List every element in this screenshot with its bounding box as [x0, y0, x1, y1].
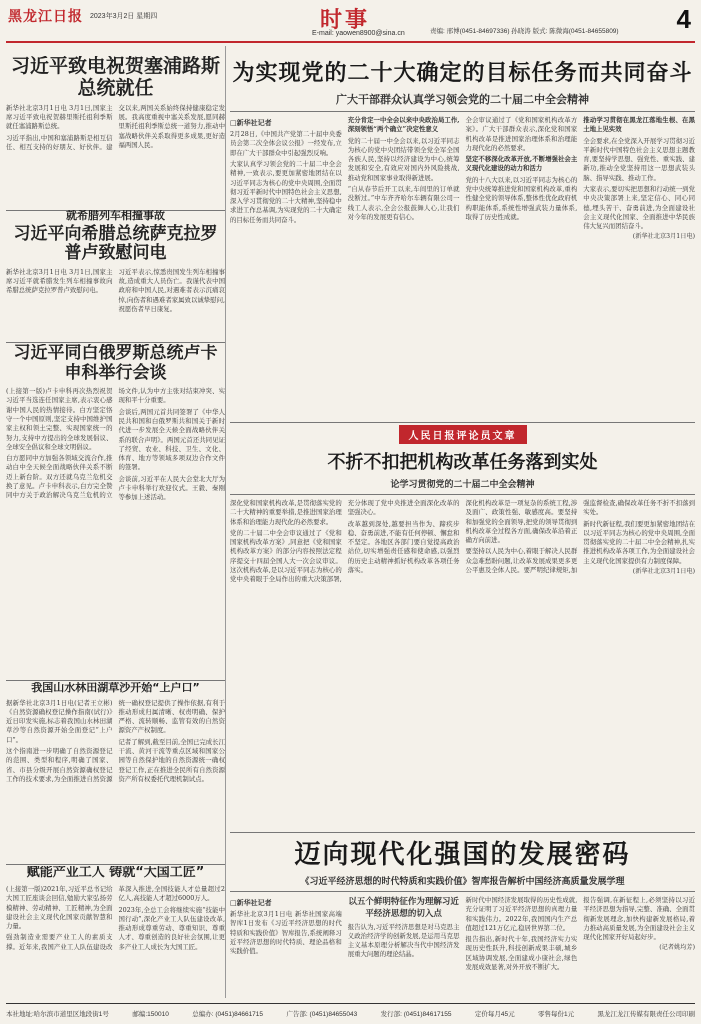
paragraph: 全会要求,在全党深入开展学习贯彻习近平新时代中国特色社会主义思想主题教育,要坚持学思想、强党性、重实践、建新功,推动全党坚持用这一思想武装头脑、指导实践、推动工作。 [583, 136, 695, 182]
paragraph: 据新华社北京3月1日电(记者王立彬)《自然资源确权登记操作指南(试行)》近日印发实施,标志着我国山水林田湖草沙等自然资源开始全面登记“上户口”。 [6, 698, 113, 744]
section-heading: 充分肯定一中全会以来中央政治局工作,深刻领悟“两个确立”决定性意义 [347, 116, 460, 134]
commentary-banner: 人民日报评论员文章 [399, 425, 527, 444]
divider [6, 680, 225, 681]
story-body [6, 268, 225, 314]
footer-address: 本社地址:哈尔滨市道里区地段街1号 [6, 1011, 109, 1018]
bottom-subtitle: 《习近平经济思想的时代特质和实践价值》智库报告解析中国经济高质量发展学理 [300, 877, 625, 887]
story-title: 我国山水林田湖草沙开始“上户口” [31, 682, 200, 694]
commentary-story [230, 424, 695, 824]
story-title: 习近平致电祝贺塞浦路斯总统就任 [10, 56, 220, 99]
footer-postcode: 邮编:150010 [132, 1011, 169, 1018]
divider [6, 864, 225, 865]
paragraph: “自从春节后开工以来,车间里的订单就没断过。”中车齐齐哈尔车辆有限公司一线工人表示,全会公报鼓舞人心,让我们对今年的发展更有信心。 [347, 184, 460, 221]
story-body [6, 104, 225, 152]
lead-title: 为实现党的二十大确定的目标任务而共同奋斗 [232, 61, 693, 86]
paragraph: 新华社北京3月1日电 3月1日,国家主席习近平就希腊发生列车相撞事故向希腊总统萨克拉罗普卢致慰问电。 [6, 267, 113, 295]
story-resources [6, 682, 225, 858]
divider [6, 342, 225, 343]
divider [230, 832, 695, 833]
footer-news-dept: 总编办: (0451)84661715 [192, 1011, 264, 1018]
story-title: 习近平向希腊总统萨克拉罗普卢致慰问电 [13, 223, 218, 264]
divider [230, 494, 695, 495]
footer-dist-dept: 发行部: (0451)84617155 [380, 1011, 452, 1018]
paragraph: 党的十八大以来,以习近平同志为核心的党中央统筹推进党和国家机构改革,重构性健全党的领导体系,整体性优化政府机构职能体系,系统性增强武装力量体系,取得了历史性成就。 [465, 175, 578, 221]
paragraph: 报告强调,在新征程上,必须坚持以习近平经济思想为指导,完整、准确、全面贯彻新发展理念,加快构建新发展格局,着力推动高质量发展,为全面建设社会主义现代化国家开好局起好步。 [583, 896, 695, 942]
paragraph: 要坚持以人民为中心,着眼于解决人民群众急难愁盼问题,让改革发展成果更多更公平惠及全体人民。要严明纪律规矩,加强监督检查,确保改革任务不折不扣落到实处。 [465, 499, 695, 574]
commentary-title: 不折不扣把机构改革任务落到实处 [327, 452, 598, 473]
footer-printer: 黑龙江龙江传媒有限责任公司印刷 [597, 1011, 695, 1018]
paragraph: 全会审议通过了《党和国家机构改革方案》。广大干部群众表示,深化党和国家机构改革是推进国家治理体系和治理能力现代化的必然要求。 [465, 116, 578, 152]
credit: (新华社北京3月1日电) [632, 233, 695, 241]
paragraph: 2023年,全总工会将继续实施“技能中国行动”,深化产业工人队伍建设改革,推动形成尊重劳动、尊重知识、尊重人才、尊重创造的良好社会氛围,让更多产业工人成长为大国工匠。 [118, 905, 225, 951]
paragraph: (上接第一版)2021年,习近平总书记给大国工匠座谈会回信,勉励大家弘扬劳模精神、劳动精神、工匠精神,为全面建设社会主义现代化国家贡献智慧和力量。 [6, 884, 113, 931]
paragraph: 深化机构改革是一项复杂的系统工程,涉及面广、政策性强、敏感度高。要坚持和加强党的全面领导,把党的领导贯彻到机构改革全过程各方面,确保改革沿着正确方向前进。 [465, 499, 578, 545]
paragraph: 大家认真学习领会党的二十届二中全会精神,一致表示,要更加紧密地团结在以习近平同志为核心的党中央周围,全面贯彻习近平新时代中国特色社会主义思想,深入学习贯彻党的二十大精神,坚持稳中求进工作总基调,为实现党的二十大确定的目标任务而共同奋斗。 [230, 159, 342, 224]
section-heading: 坚定不移深化改革开放,不断增强社会主义现代化建设的动力和活力 [465, 155, 578, 173]
paragraph: (上接第一版)卢卡申科再次热烈祝贺习近平当选连任国家主席,表示衷心感谢中国人民的热情接待。白方坚定恪守一个中国原则,坚定支持中国维护国家主权和领土完整、实现国家统一的努力,支持中方提出的全球发展倡议、全球安全倡议和全球文明倡议。 [6, 387, 113, 451]
newspaper-logo: 黑龙江日报 [8, 9, 83, 25]
paragraph: 新时代中国经济发展取得的历史性成就,充分证明了习近平经济思想的真理力量和实践伟力。2022年,我国国内生产总值超过121万亿元,稳居世界第二位。 [465, 896, 578, 932]
paragraph: 党的二十届二中全会审议通过了《党和国家机构改革方案》,同意把《党和国家机构改革方案》的部分内容按照法定程序提交十四届全国人大一次会议审议。这次机构改革,是以习近平同志为核心的党中央着眼于全局作出的重大决策部署,充分体现了党中央推进全面深化改革的坚强决心。 [230, 499, 460, 584]
paragraph: 强劲制造业需要产业工人的素质支撑。近年来,我国产业工人队伍建设改革深入推进,全国技能人才总量超过2亿人,高技能人才超过6000万人。 [6, 884, 225, 951]
footer-retail: 零售每份1元 [537, 1011, 575, 1018]
main-area [230, 46, 695, 998]
masthead [0, 0, 701, 44]
story-talks [6, 344, 225, 674]
section-title: 时事 [320, 7, 371, 33]
commentary-subtitle: 论学习贯彻党的二十届二中全会精神 [390, 480, 535, 490]
byline: □新华社记者 [230, 898, 272, 907]
byline: □新华社记者 [230, 118, 272, 127]
lead-story [230, 56, 695, 416]
page-number: 4 [676, 4, 691, 34]
story-body [6, 387, 225, 502]
paragraph: 会谈后,两国元首共同签署了《中华人民共和国和白俄罗斯共和国关于新时代进一步发展全天候全面战略伙伴关系的联合声明》。两国元首还共同见证了经贸、农业、科技、卫生、文化、体育、地方等领域多项双边合作文件的签署。 [118, 407, 225, 472]
paragraph: 习近平表示,惊悉贵国发生列车相撞事故,造成重大人员伤亡。我谨代表中国政府和中国人民,对遇难者表示沉痛哀悼,向伤者和遇难者家属致以诚挚慰问,祝愿伤者早日康复。 [118, 267, 225, 313]
paragraph: 白方愿同中方加强各领域交流合作,推动白中全天候全面战略伙伴关系不断迈上新台阶。双方还就乌克兰危机交换了意见。卢卡申科表示,白方完全赞同中方关于政治解决乌克兰危机的立场文件,认为中方主张对结束冲突、实现和平十分重要。 [6, 387, 225, 500]
credit: (记者姚均芳) [659, 944, 695, 952]
section-heading: 推动学习贯彻在黑龙江落地生根、在黑土地上见实效 [583, 116, 695, 134]
section-email: E-mail: yaowen8900@sina.cn [312, 30, 405, 37]
story-congratulation [6, 56, 225, 206]
left-column [6, 46, 226, 998]
story-workers [6, 866, 225, 996]
bottom-title: 迈向现代化强国的发展密码 [294, 840, 631, 870]
story-condolence [6, 210, 225, 336]
masthead-rule [6, 41, 695, 43]
paragraph: 党的二十届一中全会以来,以习近平同志为核心的党中央团结带领全党全军全国各族人民,坚持以经济建设为中心,统筹发展和安全,有效应对国内外风险挑战,推动党和国家事业取得新进展。 [347, 136, 460, 182]
paragraph: 会谈前,习近平在人民大会堂北大厅为卢卡申科举行欢迎仪式。王毅、秦刚等参加上述活动。 [118, 474, 225, 502]
lead-body [230, 116, 695, 242]
paragraph: 大家表示,要切实把思想和行动统一到党中央决策部署上来,坚定信心、同心同德,埋头苦干、奋勇前进,为全面建设社会主义现代化国家、全面推进中华民族伟大复兴而团结奋斗。 [583, 184, 695, 231]
divider [230, 111, 695, 112]
divider [230, 422, 695, 423]
footer-ad-dept: 广告部: (0451)84655043 [286, 1011, 358, 1018]
bottom-body [230, 896, 695, 972]
story-title: 习近平同白俄罗斯总统卢卡申科举行会谈 [13, 344, 218, 383]
paragraph: 报告认为,习近平经济思想是对马克思主义政治经济学的创新发展,是运用马克思主义基本原理分析解决当代中国经济发展重大问题的理论结晶。 [347, 922, 460, 959]
paragraph: 新时代新征程,我们要更加紧密地团结在以习近平同志为核心的党中央周围,全面贯彻落实党的二十届二中全会精神,扎实推进机构改革各项工作,为全面建设社会主义现代化国家提供有力制度保障。 [583, 519, 695, 565]
paragraph: 2月28日,《中国共产党第二十届中央委员会第二次全体会议公报》一经发布,立即在广大干部群众中引起强烈反响。 [230, 130, 342, 157]
story-kicker: 就希腊列车相撞事故 [66, 210, 165, 222]
credit: (新华社北京3月1日电) [632, 567, 695, 575]
section-heading: 以五个鲜明特征作为理解习近平经济思想的切入点 [348, 897, 459, 920]
story-body [6, 699, 225, 786]
divider [230, 891, 695, 892]
story-title: 赋能产业工人 铸就“大国工匠” [26, 866, 205, 880]
footer-price: 定价每月45元 [474, 1011, 515, 1018]
lead-subtitle: 广大干部群众认真学习领会党的二十届二中全会精神 [336, 93, 589, 106]
paragraph: 记者了解到,截至目前,全国已完成长江干流、黄河干流等重点区域和国家公园等自然保护地的自然资源统一确权登记工作,正在推进全民所有自然资源资产所有权委托代理机制试点。 [118, 737, 225, 783]
issue-date: 2023年3月2日 星期四 [90, 13, 158, 20]
commentary-body [230, 499, 695, 585]
paragraph: 深化党和国家机构改革,是贯彻落实党的二十大精神的重要举措,是推进国家治理体系和治理能力现代化的必然要求。 [230, 499, 342, 526]
paragraph: 习近平指出,中国和塞浦路斯是相互信任、相互支持的好朋友、好伙伴。建交以来,两国关系始终保持健康稳定发展。我高度重视中塞关系发展,愿同赫里斯托祖利季斯总统一道努力,推动中塞战略伙伴关系取得更多成果,更好造福两国人民。 [6, 103, 225, 151]
page-footer [6, 1003, 695, 1021]
paragraph: 新华社北京3月1日电 新华社国家高端智库1日发布《习近平经济思想的时代特质和实践价值》智库报告,系统阐释习近平经济思想的时代特质、理论品格和实践价值。 [230, 910, 342, 956]
banner-wrap [230, 424, 695, 444]
paragraph: 新华社北京3月1日电 3月1日,国家主席习近平致电祝贺赫里斯托祖利季斯就任塞浦路斯总统。 [6, 103, 113, 131]
editor-credits: 责编: 邢博(0451-84697336) 孙晓涛 版式: 陈微海(0451-84655809) [430, 28, 619, 35]
paragraph: 报告指出,新时代十年,我国经济实力实现历史性跃升,科技创新成果丰硕,城乡区域协调发展,全面建成小康社会,绿色发展成效显著,对外开放不断扩大。 [465, 935, 578, 971]
bottom-story [230, 834, 695, 998]
paragraph: 这个指南进一步明确了自然资源登记的范围、类型和程序,明确了国家、省、市县分级开展自然资源确权登记工作的技术要求,为全面推进自然资源统一确权登记提供了操作依据,有利于推动形成归属清晰、权责明确、保护严格、流转顺畅、监管有效的自然资源资产产权制度。 [6, 698, 225, 783]
paragraph: 改革越到深处,越要担当作为、蹄疾步稳、奋勇前进,不能有任何停顿、懈怠和不坚定。各地区各部门要自觉提高政治站位,切实增强责任感和使命感,以强烈的历史主动精神抓好机构改革各项任务落实。 [347, 519, 460, 574]
story-body [6, 885, 225, 953]
